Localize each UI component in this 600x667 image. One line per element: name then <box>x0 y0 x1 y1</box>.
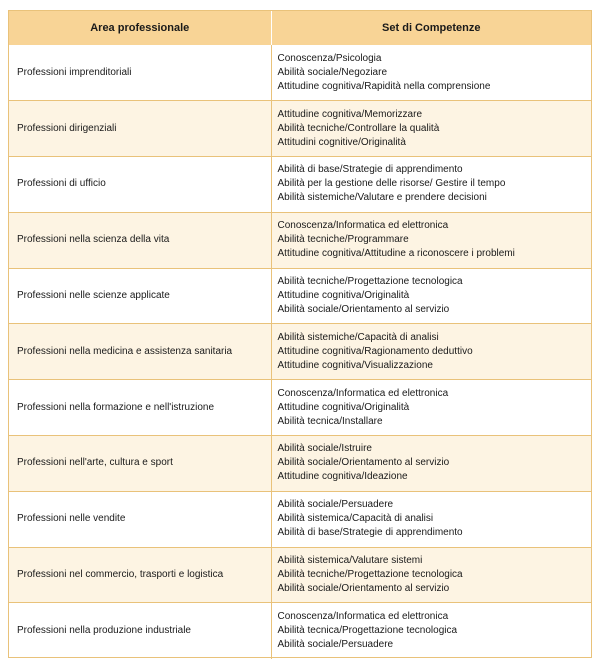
skill-item: Abilità sistemiche/Valutare e prendere decisioni <box>277 192 487 204</box>
table-row <box>9 268 591 324</box>
table-row <box>9 547 591 603</box>
skill-item: Abilità per la gestione delle risorse/ Gestire il tempo <box>277 178 506 190</box>
skill-item: Abilità di base/Strategie di apprendimento <box>277 164 463 176</box>
skill-item: Abilità sociale/Persuadere <box>277 499 394 511</box>
area-cell: Professioni di ufficio <box>9 157 271 213</box>
skill-item: Attitudine cognitiva/Memorizzare <box>277 108 423 120</box>
skills-cell <box>271 101 591 157</box>
skills-cell <box>271 45 591 101</box>
skill-item: Abilità tecniche/Progettazione tecnologica <box>277 276 463 288</box>
skill-item: Abilità sistemica/Valutare sistemi <box>277 555 423 567</box>
skill-item: Attitudine cognitiva/Visualizzazione <box>277 359 433 371</box>
skills-cell <box>271 380 591 436</box>
table-row <box>9 491 591 547</box>
skills-cell <box>271 212 591 268</box>
skill-item: Abilità tecniche/Progettazione tecnologica <box>277 569 463 581</box>
skill-item: Abilità di base/Strategie di apprendimento <box>277 527 463 539</box>
skill-item: Abilità sociale/Orientamento al servizio <box>277 583 450 595</box>
skill-item: Conoscenza/Informatica ed elettronica <box>277 387 449 399</box>
skill-item: Abilità tecniche/Programmare <box>277 234 409 246</box>
table-row <box>9 324 591 380</box>
table-row <box>9 380 591 436</box>
table-row <box>9 212 591 268</box>
skill-item: Attitudine cognitiva/Ideazione <box>277 471 408 483</box>
skill-item: Conoscenza/Psicologia <box>277 52 382 64</box>
table-row <box>9 157 591 213</box>
competences-table-container <box>8 10 592 658</box>
skill-item: Attitudine cognitiva/Rapidità nella comprensione <box>277 80 491 92</box>
skill-item: Abilità tecnica/Progettazione tecnologica <box>277 625 458 637</box>
table-header <box>9 11 591 45</box>
area-cell: Professioni nella medicina e assistenza sanitaria <box>9 324 271 380</box>
skill-item: Conoscenza/Informatica ed elettronica <box>277 611 449 623</box>
area-cell: Professioni nelle scienze applicate <box>9 268 271 324</box>
area-cell: Professioni nel commercio, trasporti e logistica <box>9 547 271 603</box>
skill-item: Attitudine cognitiva/Attitudine a riconoscere i problemi <box>277 248 515 260</box>
skill-item: Abilità sistemiche/Capacità di analisi <box>277 331 439 343</box>
skill-item: Abilità tecniche/Controllare la qualità <box>277 122 440 134</box>
skills-cell <box>271 603 591 659</box>
skill-item: Conoscenza/Informatica ed elettronica <box>277 220 449 232</box>
table-row <box>9 436 591 492</box>
area-cell: Professioni nella produzione industriale <box>9 603 271 659</box>
skills-cell <box>271 547 591 603</box>
skill-item: Abilità sociale/Negoziare <box>277 66 388 78</box>
skill-item: Attitudine cognitiva/Originalità <box>277 290 410 302</box>
area-cell: Professioni nella scienza della vita <box>9 212 271 268</box>
competences-table <box>9 11 591 659</box>
skill-item: Abilità sociale/Istruire <box>277 443 372 455</box>
skill-item: Attitudine cognitiva/Originalità <box>277 401 410 413</box>
area-cell: Professioni nelle vendite <box>9 491 271 547</box>
table-row <box>9 45 591 101</box>
table-row <box>9 101 591 157</box>
table-body <box>9 45 591 659</box>
skill-item: Attitudine cognitiva/Ragionamento deduttivo <box>277 345 473 357</box>
skills-cell <box>271 268 591 324</box>
skill-item: Abilità sistemica/Capacità di analisi <box>277 513 434 525</box>
area-cell: Professioni nell'arte, cultura e sport <box>9 436 271 492</box>
skills-cell <box>271 324 591 380</box>
skill-item: Abilità sociale/Persuadere <box>277 639 394 651</box>
area-cell: Professioni imprenditoriali <box>9 45 271 101</box>
skills-cell <box>271 491 591 547</box>
area-cell: Professioni nella formazione e nell'istruzione <box>9 380 271 436</box>
column-header-skills: Set di Competenze <box>382 22 481 34</box>
header-row <box>9 11 591 45</box>
table-row <box>9 603 591 659</box>
column-header-area: Area professionale <box>9 11 271 45</box>
area-cell: Professioni dirigenziali <box>9 101 271 157</box>
skills-cell <box>271 436 591 492</box>
skill-item: Abilità sociale/Orientamento al servizio <box>277 457 450 469</box>
skills-cell <box>271 157 591 213</box>
skill-item: Attitudini cognitive/Originalità <box>277 136 406 148</box>
skill-item: Abilità tecnica/Installare <box>277 415 383 427</box>
skill-item: Abilità sociale/Orientamento al servizio <box>277 304 450 316</box>
